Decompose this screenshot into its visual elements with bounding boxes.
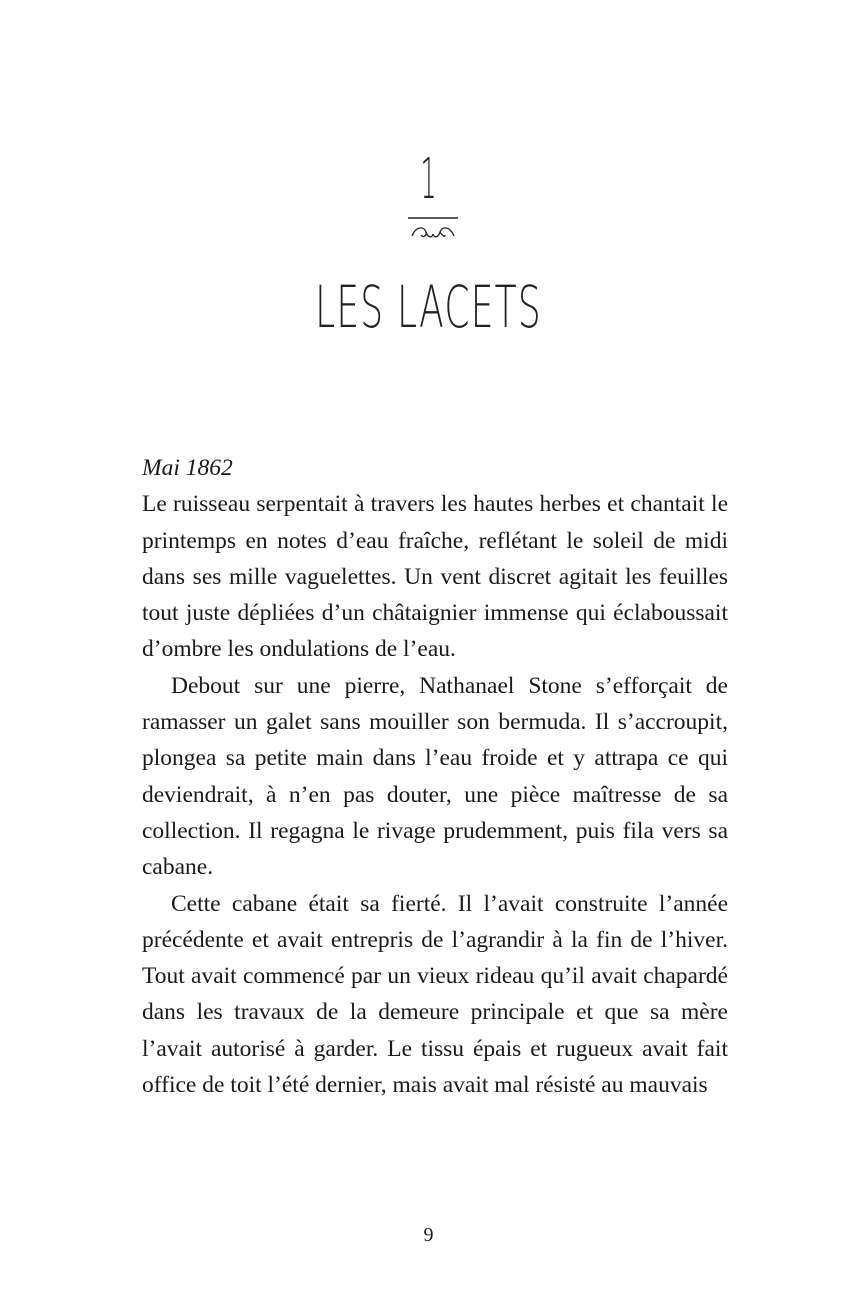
chapter-title: LES LACETS xyxy=(315,273,542,341)
paragraph: Debout sur une pierre, Nathanael Stone s’efforçait de ramasser un galet sans mouiller son bermuda. Il s’accroupit, plongea sa petite main dans l’eau froide et y attrapa ce qui deviendrait, à n’en pas douter, une pièce maîtresse de sa collection. Il regagna le rivage prudemment, puis fila vers sa cabane. xyxy=(142,672,728,881)
flourish-ornament-icon xyxy=(408,214,458,244)
paragraph: Le ruisseau serpentait à travers les hautes herbes et chantait le printemps en notes d’eau fraîche, reflétant le soleil de midi dans ses mille vaguelettes. Un vent discret agitait les feuilles tout juste dépliées d’un châtaignier immense qui éclaboussait d’ombre les ondulations de l’eau. xyxy=(142,491,728,663)
chapter-body xyxy=(142,450,728,1103)
page-number: 9 xyxy=(423,1224,434,1246)
paragraph: Cette cabane était sa fierté. Il l’avait construite l’année précédente et avait entrepris de l’agrandir à la fin de l’hiver. Tout avait commencé par un vieux rideau qu’il avait chapardé dans les travaux de la demeure principale et que sa mère l’avait autorisé à garder. Le tissu épais et rugueux avait fait office de toit l’été dernier, mais avait mal résisté au mauvais xyxy=(142,890,728,1099)
chapter-number: 1 xyxy=(420,147,437,212)
date-line: Mai 1862 xyxy=(142,455,233,481)
